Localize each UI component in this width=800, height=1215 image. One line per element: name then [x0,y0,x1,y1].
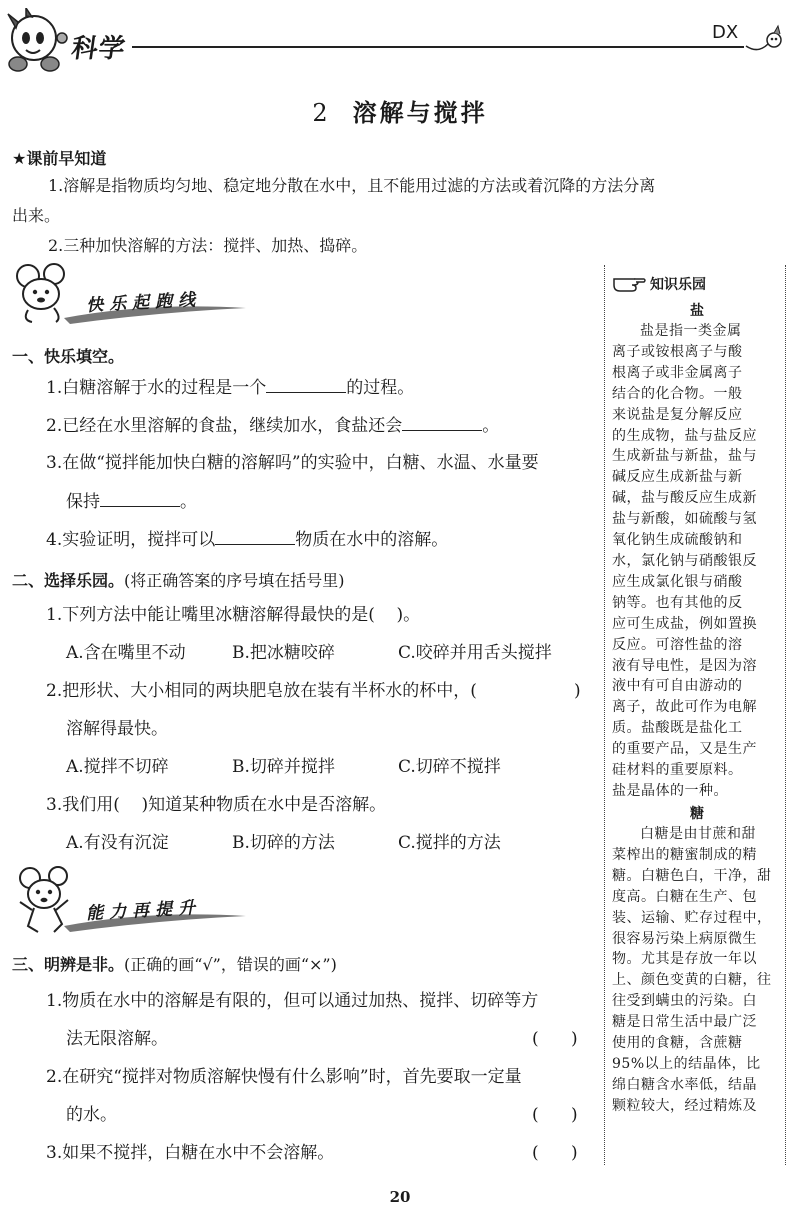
choice-question-3: 3.我们用( )知道某种物质在水中是否溶解。 [46,795,387,815]
choice-option-c[interactable]: C.搅拌的方法 [398,833,501,853]
q-text: 的过程。 [346,378,415,398]
intro-paragraph-1-cont: 出来。 [12,206,61,225]
edition-code: DX [712,22,739,43]
sidebar-line: 应可生成盐，例如置换 [612,615,757,632]
sidebar-line: 颗粒较大，经过精炼及 [612,1097,757,1114]
intro-heading: ★课前早知道 [12,149,107,168]
q-text: 2.已经在水里溶解的食盐，继续加水，食盐还会 [46,416,403,436]
sidebar-line: 碱，盐与酸反应生成新 [612,490,757,507]
q-text: 4.实验证明，搅拌可以 [46,530,216,550]
judge-question-1: 1.物质在水中的溶解是有限的，但可以通过加热、搅拌、切碎等方 [46,991,539,1011]
sidebar-line: 菜榨出的糖蜜制成的精 [612,846,757,863]
sidebar-line: 往受到螨虫的污染。白 [612,993,757,1010]
sidebar-line: 结合的化合物。一般 [612,385,743,402]
sidebar-line: 盐与新酸，如硫酸与氢 [612,511,757,528]
intro-paragraph-2: 2.三种加快溶解的方法：搅拌、加热、捣碎。 [48,236,368,255]
banner-ability-up: 能力再提升 [85,898,202,924]
section3-note: (正确的画“√”，错误的画“×”) [124,955,337,974]
sidebar-line: 糖。白糖色白，干净，甜 [612,867,772,884]
sidebar-line: 硅材料的重要原料。 [612,762,743,779]
choice-option-c[interactable]: C.咬碎并用舌头搅拌 [398,643,552,663]
sidebar-line: 反应。可溶性盐的溶 [612,636,743,653]
lesson-name: 溶解与搅拌 [352,99,488,127]
answer-paren[interactable]: ( ) [532,1105,578,1125]
sidebar-title-sugar: 糖 [690,806,704,822]
choice-question-1: 1.下列方法中能让嘴里冰糖溶解得最快的是( )。 [46,605,421,625]
sidebar-line: 95%以上的结晶体，比 [612,1055,761,1072]
choice-option-a[interactable]: A.含在嘴里不动 [66,643,186,663]
sidebar-heading: 知识乐园 [650,277,706,293]
sidebar-line: 氧化钠生成硫酸钠和 [612,532,743,549]
section1-heading: 一、快乐填空。 [12,347,125,366]
answer-paren[interactable]: ( ) [532,1029,578,1049]
sidebar-title-salt: 盐 [690,303,704,319]
choice-option-c[interactable]: C.切碎不搅拌 [398,757,501,777]
sidebar-line: 钠等。也有其他的反 [612,594,743,611]
q-text: 1.白糖溶解于水的过程是一个 [46,378,267,398]
lesson-number: 2 [312,99,331,127]
sidebar-line: 的生成物，盐与盐反应 [612,427,757,444]
section3-heading [12,952,337,975]
sidebar-line: 盐是指一类金属 [640,323,742,339]
fill-question-4 [46,528,448,551]
q-text: 物质在水中的溶解。 [295,530,449,550]
judge-question-3: 3.如果不搅拌，白糖在水中不会溶解。 [46,1143,335,1163]
sidebar-line: 水，氯化钠与硝酸银反 [612,552,757,569]
q-text: 。 [482,416,500,436]
choice-question-2-cont: 溶解得最快。 [66,719,168,739]
choice-option-a[interactable]: A.搅拌不切碎 [66,757,169,777]
answer-paren[interactable]: ( ) [532,1143,578,1163]
section2-title: 二、选择乐园。 [12,571,125,590]
section3-title: 三、明辨是非。 [12,955,125,974]
lesson-title [0,93,800,128]
banner-happy-start: 快乐起跑线 [85,290,202,316]
fill-question-3-cont [66,490,197,513]
page-number: 20 [389,1188,411,1206]
q-text: 保持 [66,492,100,512]
sidebar-line: 液有导电性，是因为溶 [612,657,757,674]
sidebar-line: 的重要产品，又是生产 [612,741,757,758]
subject-title: 科学 [69,34,128,64]
sidebar-line: 度高。白糖在生产、包 [612,888,757,905]
answer-paren-close[interactable]: ) [574,681,581,701]
sidebar-line: 很容易污染上病原微生 [612,930,757,947]
sidebar-line: 液中有可自由游动的 [612,678,743,695]
sidebar-line: 使用的食糖，含蔗糖 [612,1035,743,1052]
answer-blank[interactable] [266,376,346,393]
header-decoration-icon [744,24,786,56]
sidebar-line: 离子或铵根离子与酸 [612,343,743,360]
sidebar-paragraph-salt [612,321,782,802]
sidebar-line: 装、运输、贮存过程中， [612,909,772,926]
sidebar-line: 盐是晶体的一种。 [612,782,728,799]
answer-blank[interactable] [215,528,295,545]
sidebar-line: 糖是日常生活中最广泛 [612,1014,757,1031]
section2-note: (将正确答案的序号填在括号里) [124,571,345,590]
choice-option-b[interactable]: B.把冰糖咬碎 [232,643,335,663]
fill-question-2 [46,414,499,437]
sidebar-line: 来说盐是复分解反应 [612,406,743,423]
choice-question-2: 2.把形状、大小相同的两块肥皂放在装有半杯水的杯中，( [46,681,477,701]
sidebar-line: 根离子或非金属离子 [612,364,743,381]
choice-option-b[interactable]: B.切碎并搅拌 [232,757,335,777]
judge-question-2: 2.在研究“搅拌对物质溶解快慢有什么影响”时，首先要取一定量 [46,1067,522,1087]
judge-question-2-cont: 的水。 [66,1105,117,1125]
intro-paragraph-1: 1.溶解是指物质均匀地、稳定地分散在水中，且不能用过滤的方法或着沉降的方法分离 [48,176,656,195]
answer-blank[interactable] [100,490,180,507]
sidebar-line: 离子，故此可作为电解 [612,699,757,716]
sidebar-line: 生成新盐与新盐，盐与 [612,448,757,465]
sidebar-line: 质。盐酸既是盐化工 [612,720,743,737]
judge-question-1-cont: 法无限溶解。 [66,1029,168,1049]
sidebar-line: 碱反应生成新盐与新 [612,469,743,486]
pointing-hand-icon [612,273,648,295]
section2-heading [12,568,345,591]
sidebar-line: 应生成氯化银与硝酸 [612,573,743,590]
choice-option-b[interactable]: B.切碎的方法 [232,833,335,853]
sidebar-line: 上、颜色变黄的白糖，往 [612,972,772,989]
fill-question-3: 3.在做“搅拌能加快白糖的溶解吗”的实验中，白糖、水温、水量要 [46,453,539,473]
fill-question-1 [46,376,414,399]
q-text: 。 [180,492,197,512]
sidebar-line: 物。尤其是存放一年以 [612,951,757,968]
header-rule [132,46,744,48]
sidebar-paragraph-sugar [612,824,782,1117]
answer-blank[interactable] [402,414,482,431]
mascot-logo [4,8,76,78]
choice-option-a[interactable]: A.有没有沉淀 [66,833,169,853]
sidebar-line: 绵白糖含水率低，结晶 [612,1076,757,1093]
sidebar-line: 白糖是由甘蔗和甜 [640,826,756,842]
